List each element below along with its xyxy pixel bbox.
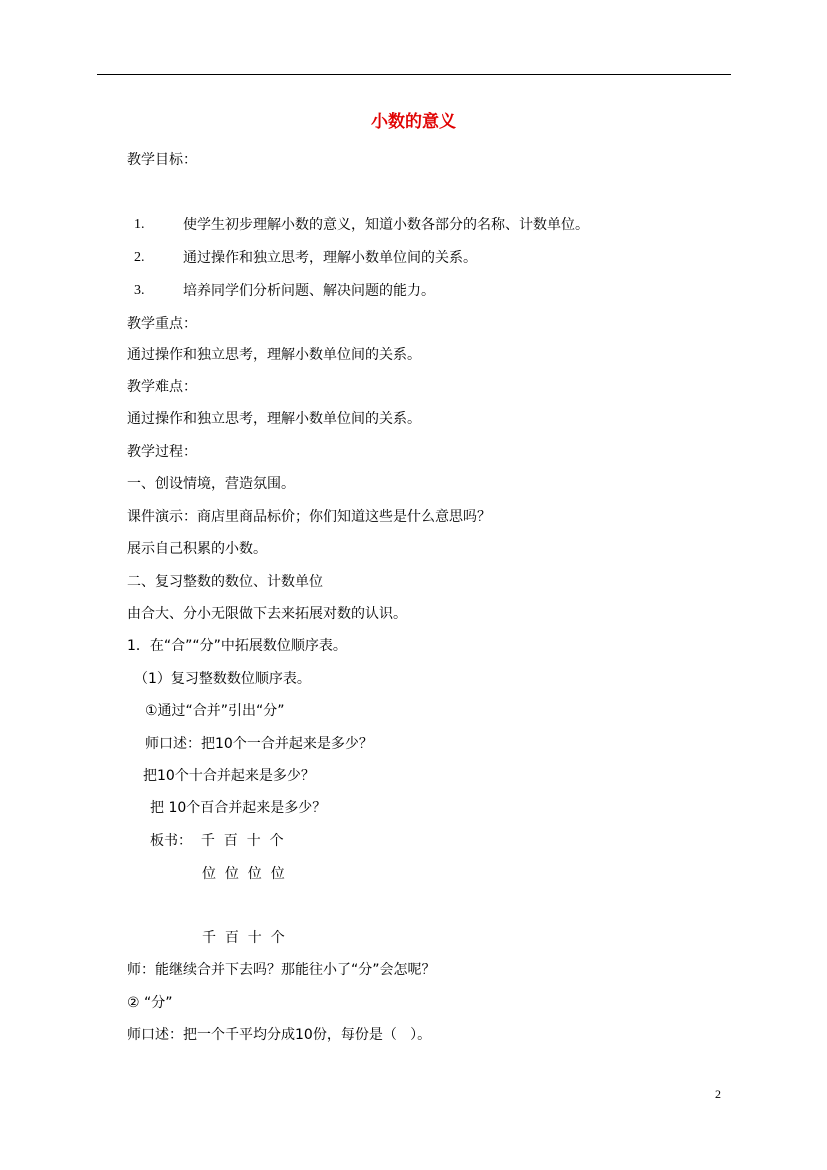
process-line: 展示自己积累的小数。 [127, 541, 267, 557]
process-line: 由合大、分小无限做下去来拓展对数的认识。 [127, 606, 407, 622]
objective-number: 3. [134, 283, 145, 298]
process-line: 师口述：把10个一合并起来是多少？ [145, 736, 373, 752]
process-line: 1．在“合”“分”中拓展数位顺序表。 [127, 638, 347, 654]
board-row-units: 板书： 千 百 十 个 [150, 833, 284, 849]
process-line: 二、复习整数的数位、计数单位 [127, 574, 323, 590]
board-row-places: 位 位 位 位 [202, 866, 285, 882]
objective-text: 通过操作和独立思考，理解小数单位间的关系。 [183, 250, 477, 266]
difficulty-text: 通过操作和独立思考，理解小数单位间的关系。 [127, 411, 421, 427]
objective-number: 1. [134, 217, 145, 232]
objective-number: 2. [134, 250, 145, 265]
process-line: 一、创设情境，营造氛围。 [127, 476, 295, 492]
process-line: ② “分” [127, 995, 173, 1011]
board-row-units-repeat: 千 百 十 个 [202, 930, 285, 946]
header-rule [97, 74, 731, 75]
key-point-heading: 教学重点： [127, 316, 197, 332]
process-heading: 教学过程： [127, 444, 197, 460]
objectives-heading: 教学目标： [127, 152, 197, 168]
process-line: 师：能继续合并下去吗？那能往小了“分”会怎呢？ [127, 962, 436, 978]
page-number: 2 [715, 1087, 721, 1101]
key-point-text: 通过操作和独立思考，理解小数单位间的关系。 [127, 347, 421, 363]
process-line: 课件演示：商店里商品标价；你们知道这些是什么意思吗？ [127, 509, 491, 525]
process-line: 师口述：把一个千平均分成10份，每份是（ ）。 [127, 1027, 432, 1043]
process-line: 把 10个百合并起来是多少？ [150, 800, 327, 816]
objective-text: 使学生初步理解小数的意义，知道小数各部分的名称、计数单位。 [183, 217, 589, 233]
process-line: 把10个十合并起来是多少？ [143, 768, 315, 784]
process-line: ①通过“合并”引出“分” [145, 703, 285, 719]
objective-text: 培养同学们分析问题、解决问题的能力。 [183, 283, 435, 299]
difficulty-heading: 教学难点： [127, 379, 197, 395]
process-line: （1）复习整数数位顺序表。 [134, 671, 311, 687]
document-title: 小数的意义 [371, 112, 456, 132]
